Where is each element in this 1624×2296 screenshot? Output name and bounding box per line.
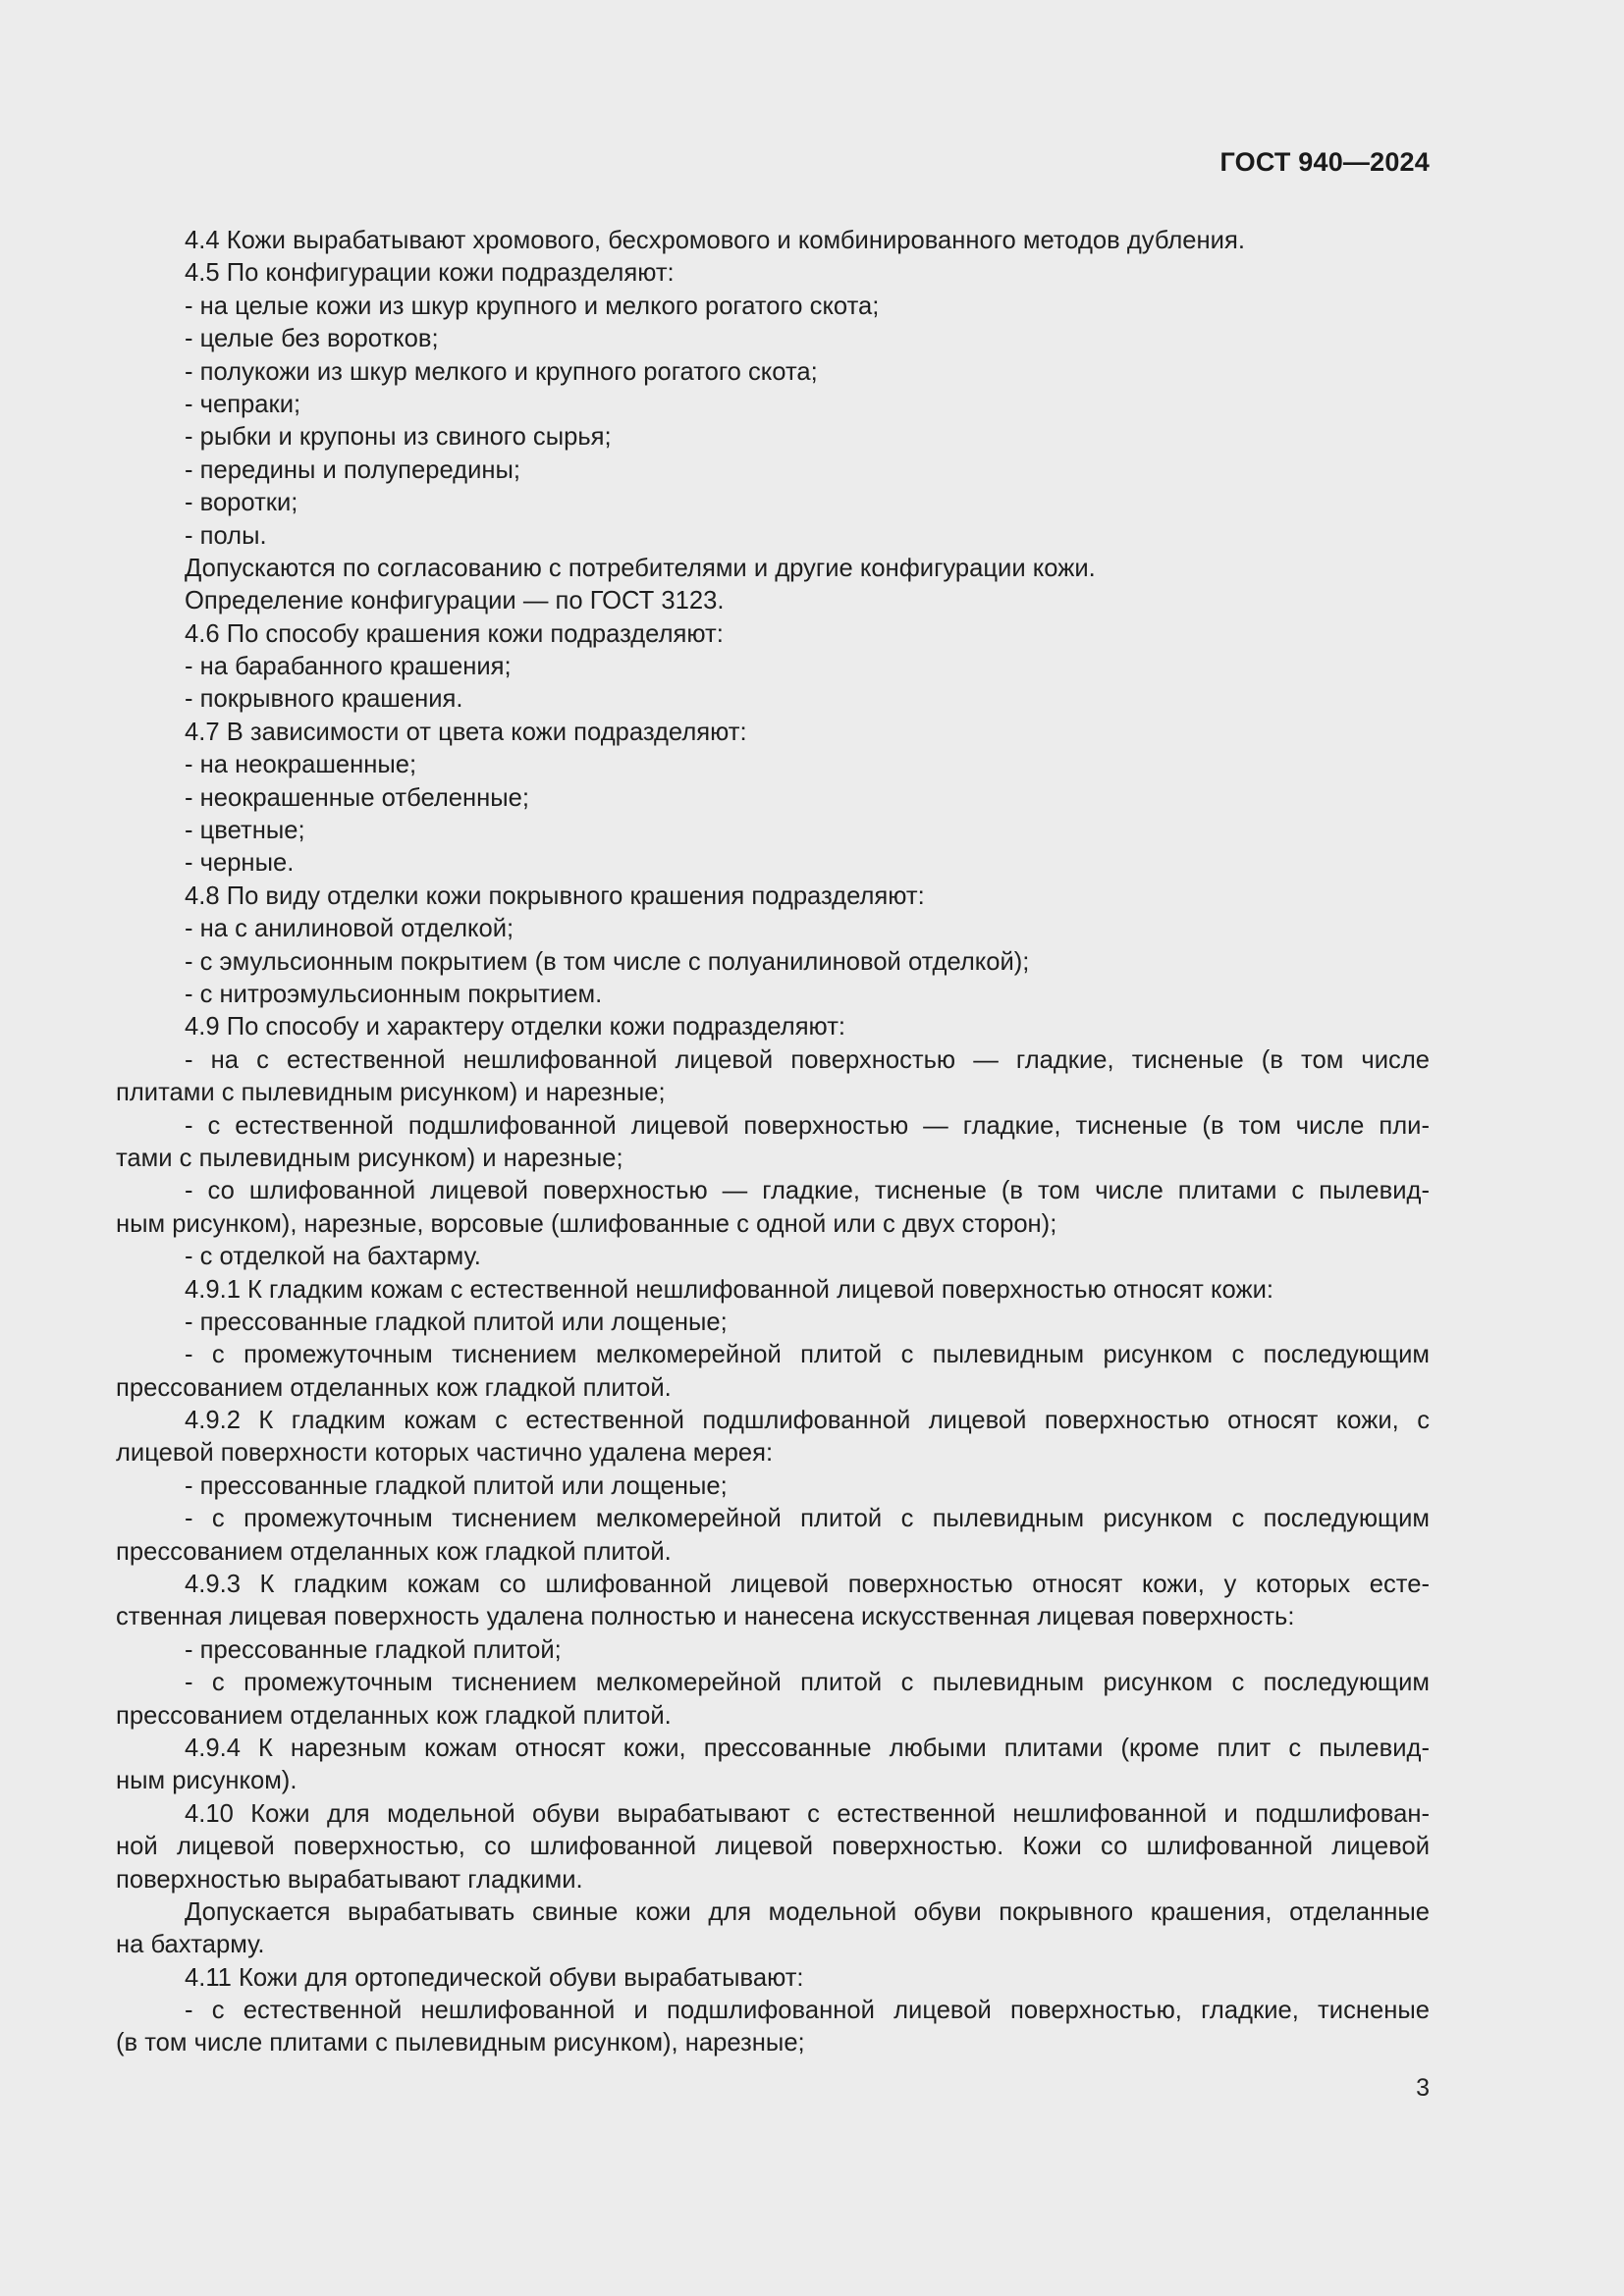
text-line: - с промежуточным тиснением мелкомерейной плитой с пылевидным рисунком с последующим <box>185 1341 1430 1369</box>
text-line: прессованием отделанных кож гладкой плитой. <box>116 1537 672 1566</box>
text-line: - воротки; <box>185 489 298 517</box>
document-number: ГОСТ 940—2024 <box>1219 147 1430 177</box>
text-line: - с отделкой на бахтарму. <box>185 1243 481 1271</box>
text-line: Допускаются по согласованию с потребителями и другие конфигурации кожи. <box>185 554 1096 582</box>
text-line: - на с естественной нешлифованной лицевой поверхностью — гладкие, тисненые (в том числе <box>185 1045 1430 1074</box>
text-line: - прессованные гладкой плитой или лощеные; <box>185 1308 728 1336</box>
text-line: тами с пылевидным рисунком) и нарезные; <box>116 1144 623 1172</box>
text-line: - на барабанного крашения; <box>185 653 512 681</box>
text-line: - неокрашенные отбеленные; <box>185 783 530 812</box>
text-line: - покрывного крашения. <box>185 685 463 714</box>
text-line: 4.7 В зависимости от цвета кожи подразделяют: <box>185 718 747 746</box>
text-line: - полы. <box>185 521 267 550</box>
text-line: 4.11 Кожи для ортопедической обуви вырабатывают: <box>185 1963 804 1992</box>
text-line: прессованием отделанных кож гладкой плитой. <box>116 1701 672 1730</box>
text-line: Определение конфигурации — по ГОСТ 3123. <box>185 587 725 615</box>
text-line: - на с анилиновой отделкой; <box>185 915 514 943</box>
document-body <box>116 225 1430 2060</box>
text-line: ным рисунком), нарезные, ворсовые (шлифованные с одной или с двух сторон); <box>116 1209 1057 1238</box>
text-line: - с промежуточным тиснением мелкомерейной плитой с пылевидным рисунком с последующим <box>185 1505 1430 1533</box>
text-line: 4.9.4 К нарезным кожам относят кожи, прессованные любыми плитами (кроме плит с пылевид- <box>185 1734 1430 1762</box>
text-line: - чепраки; <box>185 390 301 418</box>
text-line: - на неокрашенные; <box>185 751 417 779</box>
text-line: 4.9 По способу и характеру отделки кожи подразделяют: <box>185 1013 846 1041</box>
text-line: ным рисунком). <box>116 1767 298 1795</box>
text-line: на бахтарму. <box>116 1931 265 1959</box>
text-line: прессованием отделанных кож гладкой плитой. <box>116 1373 672 1402</box>
page-number: 3 <box>1416 2074 1430 2102</box>
text-line: 4.4 Кожи вырабатывают хромового, бесхромового и комбинированного методов дубления. <box>185 227 1245 254</box>
text-line: - прессованные гладкой плитой; <box>185 1635 562 1664</box>
text-line: - с нитроэмульсионным покрытием. <box>185 980 603 1008</box>
text-line: - полукожи из шкур мелкого и крупного рогатого скота; <box>185 357 818 386</box>
text-line: 4.6 По способу крашения кожи подразделяют: <box>185 619 724 648</box>
text-line: - рыбки и крупоны из свиного сырья; <box>185 423 612 452</box>
text-line: - с эмульсионным покрытием (в том числе с полуанилиновой отделкой); <box>185 947 1030 976</box>
text-line: лицевой поверхности которых частично удалена мерея: <box>116 1439 774 1468</box>
text-line: плитами с пылевидным рисунком) и нарезные; <box>116 1079 666 1107</box>
text-line: - целые без воротков; <box>185 325 439 353</box>
text-line: - прессованные гладкой плитой или лощеные; <box>185 1471 728 1500</box>
text-line: - с промежуточным тиснением мелкомерейной плитой с пылевидным рисунком с последующим <box>185 1669 1430 1697</box>
text-line: 4.9.2 К гладким кожам с естественной подшлифованной лицевой поверхностью относят кожи, с <box>185 1407 1430 1435</box>
text-line: (в том числе плитами с пылевидным рисунком), нарезные; <box>116 2029 805 2057</box>
text-line: ственная лицевая поверхность удалена полностью и нанесена искусственная лицевая поверхность: <box>116 1603 1295 1631</box>
text-line: 4.9.1 К гладким кожам с естественной нешлифованной лицевой поверхностью относят кожи: <box>185 1275 1273 1304</box>
text-line: - цветные; <box>185 817 305 845</box>
text-line: - передины и полупередины; <box>185 455 521 484</box>
text-line: - с естественной подшлифованной лицевой поверхностью — гладкие, тисненые (в том числе пли- <box>185 1111 1430 1140</box>
text-line: поверхностью вырабатывают гладкими. <box>116 1865 583 1894</box>
text-line: - с естественной нешлифованной и подшлифованной лицевой поверхностью, гладкие, тисненые <box>185 1997 1430 2025</box>
text-line: Допускается вырабатывать свиные кожи для модельной обуви покрывного крашения, отделанные <box>185 1897 1430 1926</box>
text-line: - со шлифованной лицевой поверхностью — гладкие, тисненые (в том числе плитами с пылевид- <box>185 1177 1430 1205</box>
text-line: 4.9.3 К гладким кожам со шлифованной лицевой поверхностью относят кожи, у которых есте- <box>185 1571 1430 1599</box>
text-line: - черные. <box>185 849 295 878</box>
text-line: 4.5 По конфигурации кожи подразделяют: <box>185 259 675 288</box>
text-line: 4.10 Кожи для модельной обуви вырабатывают с естественной нешлифованной и подшлифован- <box>185 1799 1430 1828</box>
text-line: - на целые кожи из шкур крупного и мелкого рогатого скота; <box>185 292 880 320</box>
text-line: 4.8 По виду отделки кожи покрывного крашения подразделяют: <box>185 881 925 910</box>
text-line: ной лицевой поверхностью, со шлифованной лицевой поверхностью. Кожи со шлифованной лицевой <box>116 1833 1430 1861</box>
